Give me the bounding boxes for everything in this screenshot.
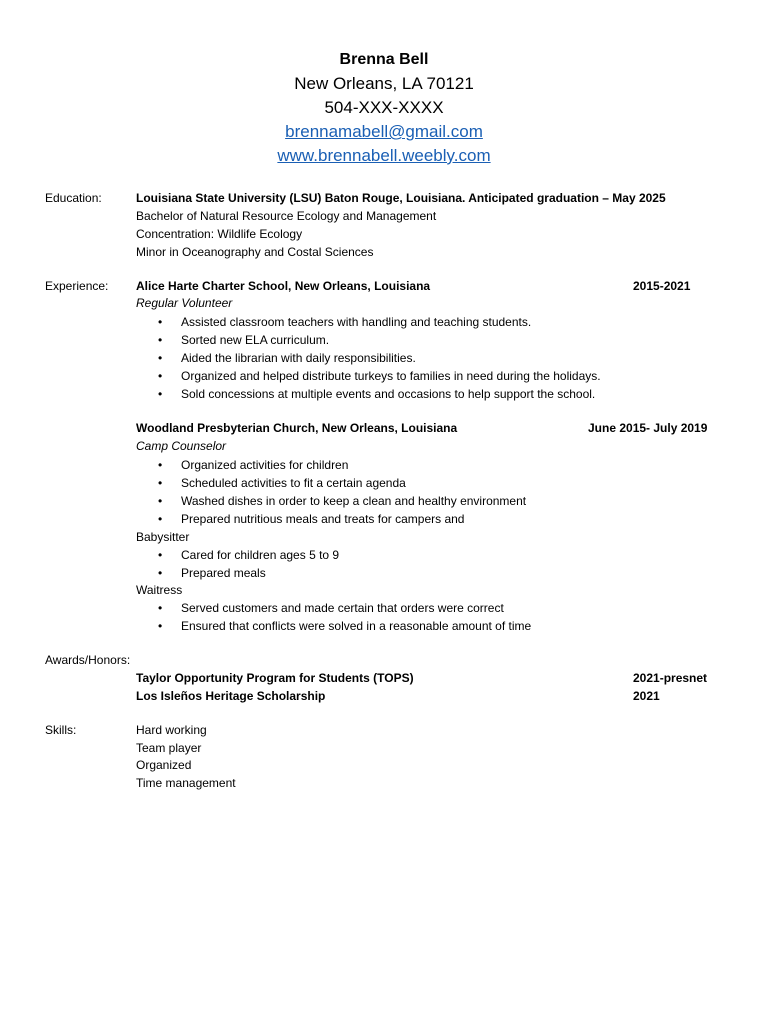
education-label: Education: (45, 191, 102, 205)
skills-label: Skills: (45, 723, 77, 737)
skill-item: Hard working (136, 723, 207, 737)
bullet-icon: • (158, 548, 163, 562)
job1-dates: 2015-2021 (633, 279, 691, 293)
award-dates: 2021 (633, 689, 660, 703)
skill-item: Organized (136, 758, 192, 772)
job1-bullet: Aided the librarian with daily responsibilities. (181, 351, 416, 365)
bullet-icon: • (158, 351, 163, 365)
job2-org: Woodland Presbyterian Church, New Orleans, Louisiana (136, 421, 458, 435)
job3-bullet: Cared for children ages 5 to 9 (181, 548, 340, 562)
bullet-icon: • (158, 387, 163, 401)
email-link[interactable]: brennamabell@gmail.com (285, 122, 483, 141)
candidate-name: Brenna Bell (339, 51, 429, 68)
job4-role: Waitress (136, 583, 183, 597)
award-title: Taylor Opportunity Program for Students (TOPS) (136, 671, 414, 685)
skill-item: Time management (136, 776, 236, 790)
job1-bullet: Assisted classroom teachers with handling and teaching students. (181, 315, 532, 329)
bullet-icon: • (158, 369, 163, 383)
bullet-icon: • (158, 333, 163, 347)
job2-bullet: Prepared nutritious meals and treats for campers and (181, 512, 465, 526)
job2-bullet: Scheduled activities to fit a certain agenda (181, 476, 406, 490)
job1-bullet: Organized and helped distribute turkeys to families in need during the holidays. (181, 369, 601, 383)
phone-number: 504-XXX-XXXX (324, 98, 444, 117)
skill-item: Team player (136, 741, 202, 755)
job2-role: Camp Counselor (136, 439, 227, 453)
bullet-icon: • (158, 512, 163, 526)
job1-org: Alice Harte Charter School, New Orleans, Louisiana (136, 279, 431, 293)
job2-dates: June 2015- July 2019 (588, 421, 708, 435)
job3-bullet: Prepared meals (181, 566, 266, 580)
award-title: Los Isleños Heritage Scholarship (136, 689, 326, 703)
job1-role: Regular Volunteer (136, 296, 233, 310)
job2-bullet: Organized activities for children (181, 458, 349, 472)
education-concentration: Concentration: Wildlife Ecology (136, 227, 303, 241)
job1-bullet: Sorted new ELA curriculum. (181, 333, 330, 347)
job4-bullet: Ensured that conflicts were solved in a reasonable amount of time (181, 619, 532, 633)
website-link[interactable]: www.brennabell.weebly.com (277, 146, 491, 165)
bullet-icon: • (158, 601, 163, 615)
education-school: Louisiana State University (LSU) Baton Rouge, Louisiana. Anticipated graduation – May 2025 (136, 191, 666, 205)
award-dates: 2021-presnet (633, 671, 708, 685)
experience-label: Experience: (45, 279, 109, 293)
job2-bullet: Washed dishes in order to keep a clean and healthy environment (181, 494, 527, 508)
bullet-icon: • (158, 458, 163, 472)
bullet-icon: • (158, 494, 163, 508)
job3-role: Babysitter (136, 530, 190, 544)
education-minor: Minor in Oceanography and Costal Sciences (136, 245, 374, 259)
education-degree: Bachelor of Natural Resource Ecology and Management (136, 209, 437, 223)
bullet-icon: • (158, 476, 163, 490)
bullet-icon: • (158, 619, 163, 633)
bullet-icon: • (158, 566, 163, 580)
resume-header (0, 48, 768, 168)
address-line: New Orleans, LA 70121 (294, 74, 474, 93)
awards-label: Awards/Honors: (45, 653, 131, 667)
job1-bullet: Sold concessions at multiple events and occasions to help support the school. (181, 387, 596, 401)
job4-bullet: Served customers and made certain that orders were correct (181, 601, 504, 615)
bullet-icon: • (158, 315, 163, 329)
